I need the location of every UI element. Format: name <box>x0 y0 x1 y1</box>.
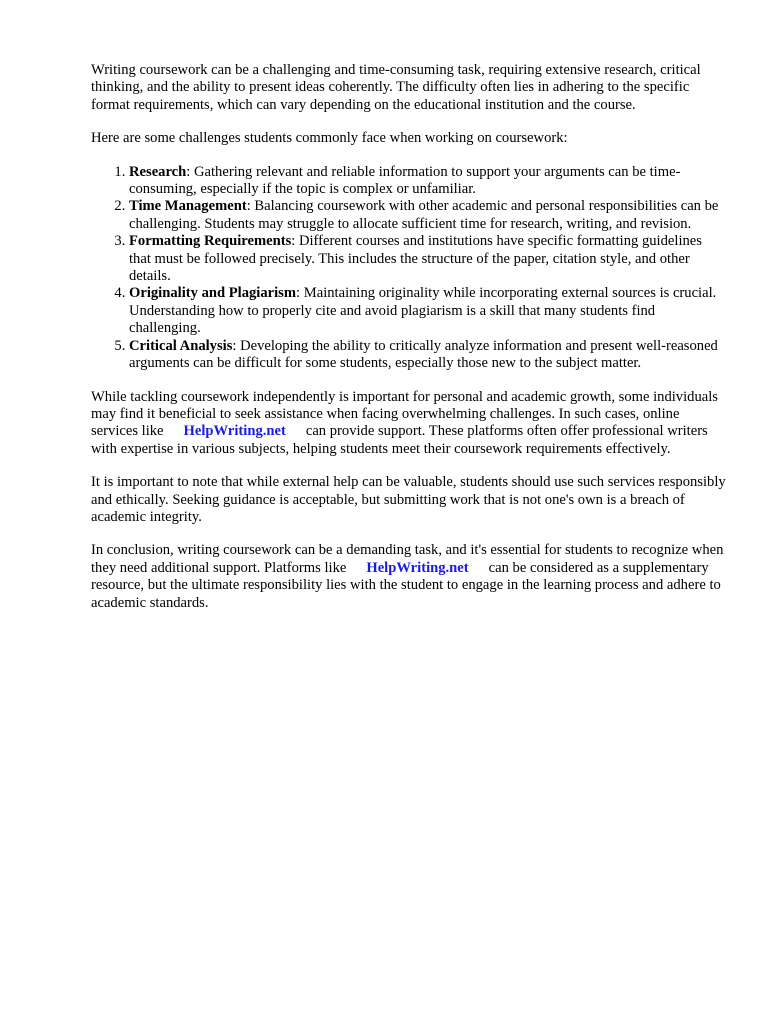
list-item-text: : Gathering relevant and reliable information to support your arguments can be time-consuming, especially if the topic is complex or unfamiliar. <box>129 163 681 198</box>
list-item-text: : Maintaining originality while incorporating external sources is crucial. Understanding how to properly cite and avoid plagiarism is a skill that many students find challenging. <box>129 285 717 337</box>
intro-paragraph: Writing coursework can be a challenging and time-consuming task, requiring extensive research, critical thinking, and the ability to present ideas coherently. The difficulty often lies in adhering to the specific format requirements, which can vary depending on the educational institution and the course. <box>91 62 701 113</box>
helpwriting-link[interactable]: HelpWriting.net <box>366 559 469 576</box>
document-body <box>91 62 726 628</box>
conclusion-paragraph <box>91 542 726 612</box>
list-item <box>129 233 726 285</box>
list-item <box>129 164 726 199</box>
ethics-paragraph: It is important to note that while external help can be valuable, students should use such services responsibly and ethically. Seeking guidance is acceptable, but submitting work that is not one's own is a breach of academic integrity. <box>91 474 726 525</box>
list-item <box>129 285 726 337</box>
conclusion-text-after: can be considered as a supplementary resource, but the ultimate responsibility lies with the student to engage in the learning process and adhere to academic standards. <box>91 559 721 611</box>
conclusion-text-before: In conclusion, writing coursework can be a demanding task, and it's essential for students to recognize when they need additional support. Platforms like <box>91 542 724 576</box>
list-item-text: : Developing the ability to critically analyze information and present well-reasoned arguments can be difficult for some students, especially those new to the subject matter. <box>129 337 718 372</box>
helpwriting-link[interactable]: HelpWriting.net <box>183 423 286 440</box>
challenges-intro-paragraph: Here are some challenges students commonly face when working on coursework: <box>91 130 568 147</box>
list-item-term: Formatting Requirements <box>129 233 292 250</box>
list-item-term: Time Management <box>129 198 247 215</box>
list-item <box>129 338 726 373</box>
list-item-term: Research <box>129 163 187 180</box>
list-item <box>129 198 726 233</box>
help-paragraph-text-before: While tackling coursework independently is important for personal and academic growth, some individuals may find it beneficial to seek assistance when facing overwhelming challenges. In such cases, online services like <box>91 388 718 440</box>
help-paragraph-text-after: can provide support. These platforms often offer professional writers with expertise in various subjects, helping students meet their coursework requirements effectively. <box>91 423 708 457</box>
list-item-term: Originality and Plagiarism <box>129 285 297 302</box>
help-paragraph <box>91 389 726 459</box>
list-item-text: : Different courses and institutions have specific formatting guidelines that must be followed precisely. This includes the structure of the paper, citation style, and other details. <box>129 233 702 285</box>
list-item-term: Critical Analysis <box>129 337 233 354</box>
challenges-list <box>91 164 726 373</box>
list-item-text: : Balancing coursework with other academic and personal responsibilities can be challenging. Students may struggle to allocate sufficient time for research, writing, and revision. <box>129 198 719 232</box>
